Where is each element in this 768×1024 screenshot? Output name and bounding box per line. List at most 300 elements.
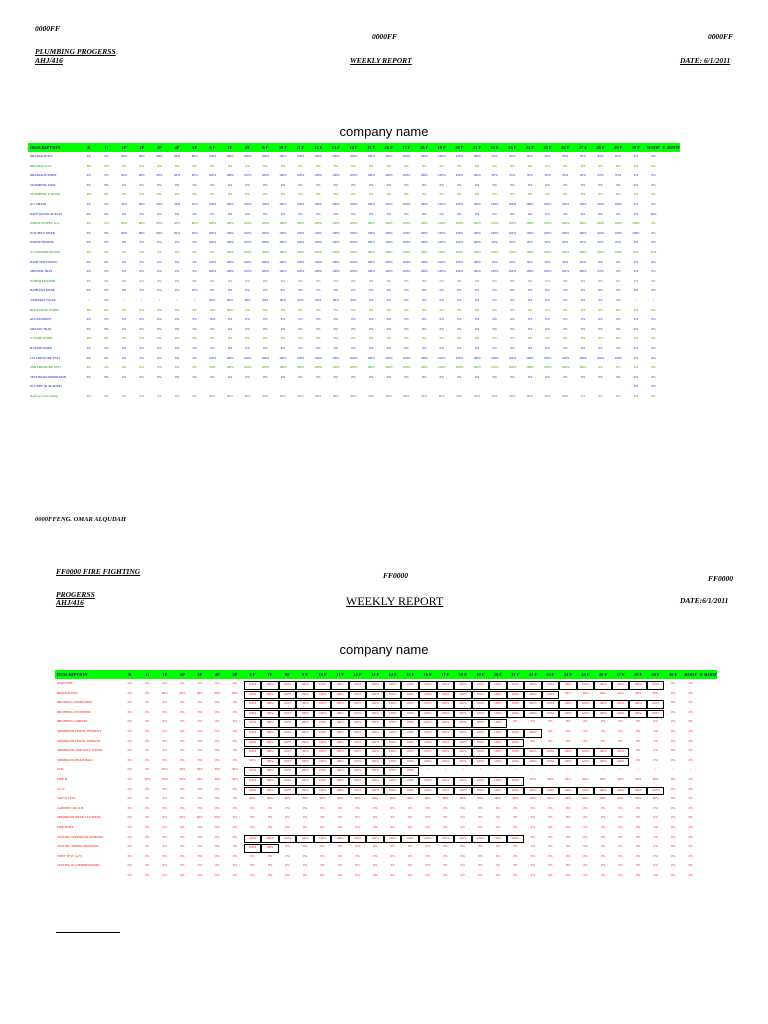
plumbing-cell: 90% (138, 173, 145, 178)
plumbing-cell: 100% (349, 240, 358, 245)
fire-column-header: 15 F (406, 672, 415, 677)
plumbing-cell: 100% (261, 355, 269, 360)
plumbing-cell: 0% (174, 336, 180, 341)
fire-cell: 100% (419, 691, 437, 700)
fire-cell: 0% (618, 719, 623, 724)
fire-cell: 0% (671, 709, 676, 714)
fire-cell: 100% (437, 758, 455, 767)
plumbing-cell: 100% (385, 365, 393, 370)
fire-cell: 0% (127, 748, 132, 753)
plumbing-cell: 0% (86, 240, 91, 245)
plumbing-cell: 0% (104, 307, 109, 312)
fire-cell: 100% (489, 739, 507, 748)
plumbing-cell: 0% (651, 336, 656, 341)
plumbing-cell: 0% (510, 288, 515, 293)
plumbing-cell: 90% (544, 394, 551, 398)
plumbing-cell: 95% (562, 173, 569, 178)
fire-cell: 0% (513, 719, 518, 724)
plumbing-cell: 0% (139, 269, 144, 274)
fire-cell: 100% (314, 739, 332, 748)
plumbing-cell: 100% (473, 154, 481, 158)
plumbing-row-label: BATH.ERS RISER (30, 288, 55, 293)
plumbing-cell: 0% (104, 211, 109, 216)
plumbing-cell: 0% (121, 259, 127, 264)
plumbing-cell: 0% (86, 259, 91, 264)
plumbing-column-header: 24 F (525, 145, 535, 150)
fire-cell: 100% (401, 748, 419, 757)
plumbing-cell: 100% (332, 230, 340, 235)
fire-cell: 30% (161, 767, 168, 772)
plumbing-cell: 0% (492, 326, 497, 331)
plumbing-cell: 0% (192, 365, 197, 370)
plumbing-cell: 100% (614, 230, 622, 235)
plumbing-cell: 0% (263, 192, 268, 197)
fire-cell: 100% (366, 835, 384, 844)
fire-row-label: TESTING SPRINKLER PENDING (57, 834, 104, 839)
fire-cell: 100% (314, 691, 332, 700)
fire-cell: 100% (314, 681, 332, 690)
fire-cell: 0% (565, 834, 571, 839)
fire-column-header: 28 F (634, 672, 643, 677)
plumbing-cell: / (141, 298, 143, 302)
plumbing-cell: 0% (527, 192, 533, 197)
fire-cell: 0% (688, 805, 693, 810)
fire-cell: 90% (652, 690, 659, 695)
fire-cell: 0% (671, 700, 676, 705)
plumbing-cell: 0% (616, 365, 621, 370)
plumbing-cell: 95% (491, 240, 498, 245)
fire-cell: 100% (472, 691, 490, 700)
plumbing-cell: 12% (103, 221, 110, 226)
fire-cell: 0% (583, 815, 588, 820)
plumbing-cell: 100% (490, 202, 499, 206)
fire-row-label: BRANCH PIPE (57, 690, 78, 695)
fire-row-label: SPRINKLER HEAD BALL (57, 757, 94, 762)
fire-cell: 0% (215, 700, 220, 705)
plumbing-cell: 0% (174, 182, 180, 187)
plumbing-cell: 0% (580, 394, 586, 398)
fire-cell: 0% (688, 681, 693, 685)
plumbing-row-label: TESTING&COMMISSION. (30, 374, 67, 379)
plumbing-cell: 0% (492, 278, 497, 283)
fire-cell: 0% (688, 690, 693, 695)
fire-cell: 0% (653, 738, 658, 743)
fire-cell: 100% (559, 787, 577, 796)
plumbing-row-label: WATER SUPPLY A.G. (30, 221, 60, 226)
plumbing-cell: 0% (121, 288, 127, 293)
fire-cell: 0% (373, 825, 378, 829)
plumbing-cell: 0% (245, 278, 250, 283)
fire-column-header: 2P (179, 672, 185, 677)
fire-cell: 100% (314, 719, 332, 728)
fire-cell: 0% (635, 834, 641, 839)
fire-cell: 100% (279, 700, 297, 709)
plumbing-cell: 100% (279, 250, 287, 254)
plumbing-column-header: 21 F (472, 145, 482, 150)
plumbing-column-header: 8F (245, 145, 251, 150)
plumbing-cell: 0% (421, 307, 427, 312)
plumbing-cell: 0% (439, 211, 444, 216)
fire-cell: / (497, 767, 499, 772)
plumbing-cell: 0% (386, 346, 391, 350)
fire-column-header: 21 F (511, 672, 520, 677)
fire-cell: 0% (215, 709, 220, 714)
fire-cell: 0% (390, 815, 395, 820)
fire-row-label: DROPPING SUSPENDED (57, 700, 93, 705)
fire-table-row (55, 796, 717, 806)
plumbing-cell: 0% (651, 230, 656, 235)
plumbing-cell: 0% (598, 192, 603, 197)
plumbing-table-row (28, 346, 680, 356)
fire-cell: 0% (583, 873, 588, 877)
plumbing-cell: 100% (261, 221, 269, 226)
plumbing-ref: AHJ/416 (35, 56, 63, 65)
plumbing-cell: 0% (280, 317, 286, 322)
fire-cell: 100% (384, 691, 402, 700)
plumbing-cell: 90% (438, 394, 445, 398)
plumbing-cell: 0% (474, 163, 480, 168)
plumbing-cell: 0% (157, 307, 162, 312)
fire-cell: 0% (565, 825, 571, 829)
plumbing-cell: 0% (333, 317, 338, 322)
plumbing-cell: 100% (226, 240, 234, 245)
fire-ref: AHJ/416 (56, 598, 84, 607)
plumbing-cell: 0% (616, 278, 621, 283)
plumbing-cell: 0% (333, 163, 338, 168)
fire-cell: 100% (331, 681, 349, 690)
fire-cell: 0% (548, 853, 553, 858)
plumbing-cell: 0% (351, 163, 356, 168)
plumbing-cell: 0% (121, 355, 127, 360)
fire-cell: / (620, 767, 622, 772)
plumbing-cell: 90% (191, 173, 198, 178)
plumbing-cell: 100% (596, 202, 605, 206)
plumbing-cell: 90% (156, 221, 163, 226)
fire-cell: 0% (653, 748, 658, 753)
plumbing-cell: 0% (280, 278, 286, 283)
fire-cell: 100% (296, 748, 314, 757)
fire-cell: 0% (408, 863, 413, 868)
fire-cell: 90% (617, 690, 624, 695)
fire-cell: 0% (671, 757, 676, 762)
plumbing-cell: 100% (332, 173, 340, 178)
plumbing-column-header: 3P (156, 145, 162, 150)
plumbing-cell: 0% (616, 211, 621, 216)
fire-cell: 0% (390, 844, 395, 849)
fire-cell: 0% (600, 844, 606, 849)
plumbing-cell: 0% (227, 374, 233, 379)
plumbing-cell: 100% (579, 250, 587, 254)
fire-cell: 100% (349, 729, 367, 738)
fire-cell: 100% (296, 691, 314, 700)
fire-cell: 90% (635, 796, 642, 801)
plumbing-cell: 0% (139, 336, 144, 341)
fire-column-header: 29 F (651, 672, 660, 677)
plumbing-cell: 0% (580, 182, 586, 187)
plumbing-cell: 0% (563, 374, 568, 379)
fire-cell: 100% (612, 787, 630, 796)
fire-cell: 100% (594, 710, 612, 719)
plumbing-cell: 0% (121, 269, 127, 274)
fire-cell: 0% (127, 738, 132, 743)
fire-cell: 0% (390, 805, 395, 810)
fire-cell: 60% (196, 815, 203, 820)
fire-cell: 0% (127, 796, 132, 801)
plumbing-cell: 0% (139, 240, 144, 245)
fire-cell: 0% (513, 805, 518, 810)
plumbing-cell: 95% (527, 173, 533, 178)
plumbing-cell: 90% (121, 173, 128, 178)
fire-company-name: company name (339, 642, 429, 657)
plumbing-cell: 0% (174, 163, 180, 168)
fire-cell: 0% (408, 825, 413, 829)
fire-cell: 0% (635, 729, 641, 733)
plumbing-cell: 0% (157, 250, 162, 254)
plumbing-cell: 0% (174, 192, 180, 197)
plumbing-cell: 0% (104, 288, 109, 293)
fire-cell: 0% (320, 825, 325, 829)
plumbing-cell: 100% (296, 365, 305, 370)
plumbing-column-header: 10 F (278, 145, 288, 150)
fire-cell: 90% (302, 796, 308, 801)
plumbing-cell: 0% (404, 374, 409, 379)
fire-cell: 0% (285, 805, 290, 810)
fire-cell: 100% (279, 710, 297, 719)
plumbing-cell: 0% (298, 317, 303, 322)
plumbing-cell: 100% (579, 230, 587, 235)
plumbing-cell: 90% (280, 298, 286, 302)
fire-cell: 0% (232, 681, 238, 685)
fire-title: FF0000 FIRE FIGHTING (56, 567, 141, 576)
fire-cell: 90% (494, 796, 501, 801)
plumbing-cell: 0% (492, 211, 497, 216)
plumbing-cell: 0% (174, 394, 180, 398)
plumbing-cell: 0% (421, 317, 427, 322)
plumbing-cell: 100% (543, 202, 552, 206)
fire-cell: 0% (232, 805, 238, 810)
plumbing-cell: 0% (245, 326, 250, 331)
plumbing-cell: 0% (86, 221, 91, 226)
plumbing-cell: 0% (404, 192, 409, 197)
fire-cell: 100% (507, 835, 525, 844)
plumbing-cell: 95% (544, 173, 551, 178)
fire-cell: 100% (279, 719, 297, 728)
plumbing-cell: 0% (580, 346, 586, 350)
fire-cell: 100% (524, 691, 542, 700)
fire-row-label: FIRST TEST (A.V) (57, 853, 83, 858)
fire-cell: 0% (618, 844, 623, 849)
fire-table-row (55, 719, 717, 729)
fire-table-row (55, 825, 717, 835)
fire-cell: 100% (489, 719, 507, 728)
fire-cell: 100% (244, 700, 262, 709)
plumbing-cell: 100% (261, 240, 269, 245)
plumbing-cell: 0% (651, 394, 656, 398)
plumbing-table-row (28, 154, 680, 164)
plumbing-cell: 0% (474, 336, 480, 341)
plumbing-cell: 100% (385, 269, 393, 274)
plumbing-cell: 100% (508, 269, 517, 274)
fire-cell: 0% (232, 873, 238, 877)
plumbing-column-header: 29 F (614, 145, 623, 150)
plumbing-cell: 0% (174, 355, 180, 360)
plumbing-cell: 0% (633, 317, 638, 322)
fire-column-header: 4P (214, 672, 220, 677)
plumbing-cell: 0% (121, 278, 127, 283)
plumbing-cell: 100% (438, 240, 446, 245)
plumbing-cell: 0% (421, 326, 427, 331)
plumbing-cell: 100% (526, 355, 534, 360)
fire-cell: 100% (507, 758, 525, 767)
plumbing-cell: 0% (351, 336, 356, 341)
plumbing-cell: 0% (316, 288, 321, 293)
fire-cell: 0% (232, 719, 238, 724)
plumbing-cell: 100% (226, 221, 234, 226)
plumbing-column-header: 1P (121, 145, 127, 150)
plumbing-cell: 0% (421, 288, 427, 293)
plumbing-cell: 100% (208, 259, 217, 264)
plumbing-cell: 0% (369, 317, 374, 322)
fire-table-row (55, 681, 717, 691)
plumbing-cell: 0% (192, 307, 197, 312)
plumbing-cell: 100% (526, 365, 534, 370)
fire-cell: 0% (180, 729, 185, 733)
plumbing-cell: 0% (616, 307, 621, 312)
plumbing-cell: 0% (351, 307, 356, 312)
fire-cell: / (479, 767, 481, 772)
fire-table-row (55, 739, 717, 749)
plumbing-column-header: 7F (227, 145, 233, 150)
plumbing-cell: 0% (651, 365, 656, 370)
plumbing-cell: 0% (121, 317, 127, 322)
plumbing-cell: 0% (633, 374, 638, 379)
fire-cell: 0% (127, 681, 132, 685)
plumbing-cell: 90% (368, 394, 375, 398)
plumbing-cell: 0% (421, 298, 427, 302)
plumbing-cell: 100% (314, 202, 322, 206)
plumbing-cell: 100% (490, 269, 499, 274)
fire-cell: 0% (302, 805, 308, 810)
plumbing-cell: 100% (296, 355, 305, 360)
plumbing-cell: 0% (86, 163, 91, 168)
plumbing-cell: 0% (351, 192, 356, 197)
plumbing-cell: 0% (298, 326, 303, 331)
fire-cell: 0% (145, 786, 150, 791)
plumbing-cell: 100% (402, 173, 411, 178)
fire-table-row (55, 729, 717, 739)
plumbing-table-row (28, 164, 680, 174)
plumbing-cell: 95% (527, 240, 533, 245)
fire-cell: 0% (530, 805, 536, 810)
fire-cell: 100% (401, 835, 419, 844)
fire-cell: 0% (320, 815, 325, 820)
plumbing-cell: 0% (104, 346, 109, 350)
fire-cell: 0% (583, 863, 588, 868)
fire-cell: 0% (443, 844, 448, 849)
plumbing-cell: 100% (243, 240, 252, 245)
fire-cell: 100% (349, 719, 367, 728)
plumbing-cell: 100% (614, 355, 622, 360)
fire-cell: 100% (244, 719, 262, 728)
fire-cell: 100% (577, 748, 595, 757)
plumbing-row-label: SANITARY WEAR (30, 298, 56, 302)
fire-column-header: 12 F (353, 672, 362, 677)
fire-cell: 0% (408, 805, 413, 810)
plumbing-cell: 0% (404, 288, 409, 293)
fire-cell: 90% (635, 777, 642, 781)
plumbing-cell: 100% (367, 355, 375, 360)
plumbing-cell: 0% (121, 240, 127, 245)
plumbing-cell: 100% (508, 230, 517, 235)
plumbing-cell: 50% (209, 365, 216, 370)
fire-cell: 100% (349, 748, 367, 757)
plumbing-cell: 0% (316, 317, 321, 322)
fire-cell: 0% (355, 815, 360, 820)
plumbing-cell: 100% (332, 240, 340, 245)
plumbing-cell: 0% (598, 346, 603, 350)
plumbing-cell: 95% (544, 154, 551, 158)
fire-cell: 100% (401, 777, 419, 786)
fire-cell: 0% (232, 729, 238, 733)
plumbing-cell: 0% (510, 192, 515, 197)
plumbing-cell: 0% (227, 326, 233, 331)
plumbing-cell: 0% (563, 182, 568, 187)
plumbing-cell: 0% (157, 365, 162, 370)
plumbing-cell: 0% (157, 326, 162, 331)
plumbing-cell: 0% (457, 374, 462, 379)
fire-cell: 100% (594, 681, 612, 690)
fire-column-header: 30 F (669, 672, 678, 677)
plumbing-cell: 90% (191, 230, 198, 235)
plumbing-cell: 90% (315, 298, 322, 302)
plumbing-cell: 100% (579, 202, 587, 206)
plumbing-cell: 100% (226, 154, 234, 158)
plumbing-cell: 0% (245, 336, 250, 341)
fire-cell: 0% (565, 844, 571, 849)
plumbing-cell: 100% (296, 154, 305, 158)
fire-cell: 0% (425, 815, 430, 820)
plumbing-cell: 0% (598, 182, 603, 187)
plumbing-table-row (28, 288, 680, 298)
plumbing-cell: 0% (192, 259, 197, 264)
plumbing-cell: 100% (279, 259, 287, 264)
plumbing-cell: 0% (545, 298, 550, 302)
fire-cell: 100% (472, 710, 490, 719)
plumbing-cell: 100% (526, 250, 534, 254)
fire-column-header: 11 F (336, 672, 345, 677)
plumbing-table-row (28, 308, 680, 318)
plumbing-cell: 0% (651, 278, 656, 283)
plumbing-row-label: BATH TUB FIXING (30, 259, 58, 264)
fire-cell: 0% (285, 863, 290, 868)
fire-cell: 0% (215, 853, 220, 858)
plumbing-title: PLUMBING PROGERSS (35, 47, 116, 56)
fire-cell: 100% (331, 767, 349, 776)
plumbing-cell: 0% (298, 163, 303, 168)
plumbing-cell: 0% (421, 182, 427, 187)
fire-cell: 30% (179, 777, 186, 781)
fire-table-row (55, 700, 717, 710)
plumbing-cell: 0% (333, 336, 338, 341)
fire-cell: 100% (437, 710, 455, 719)
fire-cell: 100% (612, 681, 630, 690)
fire-cell: 0% (267, 815, 273, 820)
fire-cell: 100% (261, 844, 279, 853)
plumbing-column-header: B (87, 145, 91, 150)
fire-cell: 100% (331, 758, 349, 767)
plumbing-cell: 100% (279, 269, 287, 274)
fire-cell: 0% (653, 825, 658, 829)
